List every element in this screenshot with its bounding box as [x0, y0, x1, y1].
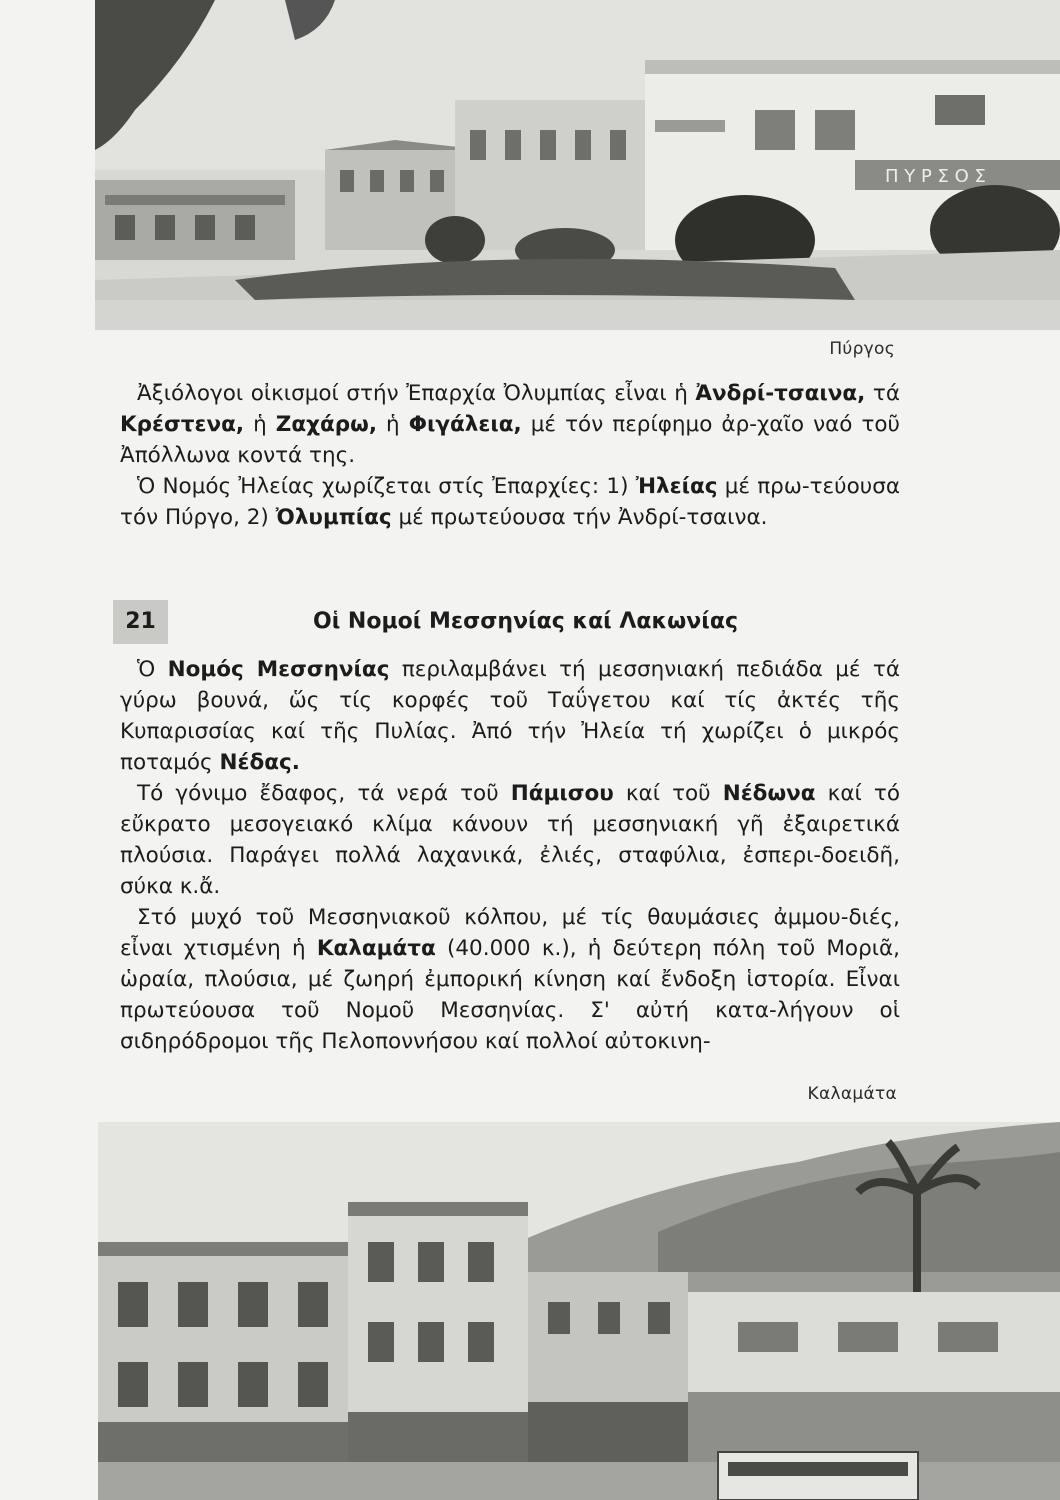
kalamata-photo-drawing: [98, 1122, 1060, 1500]
bold-town-figaleia: Φιγάλεια,: [408, 412, 522, 437]
section-title: Οἱ Νομοί Μεσσηνίας καί Λακωνίας: [313, 609, 739, 634]
pyrgos-caption: Πύργος: [829, 339, 895, 359]
text-run: ἡ: [244, 412, 276, 437]
text-run: καί τοῦ: [613, 781, 723, 806]
text-run: τά: [865, 381, 900, 406]
bold-town-krestena: Κρέστενα,: [120, 412, 245, 437]
bold-nedas: Νέδας.: [219, 750, 300, 775]
bold-district-ilia: Ἠλείας: [635, 474, 718, 499]
text-run: Ἀξιόλογοι οἰκισμοί στήν Ἐπαρχία Ὀλυμπίας εἶναι ἡ: [137, 381, 696, 406]
intro-text-block: [120, 378, 900, 533]
kalamata-photo: [98, 1122, 1060, 1500]
pyrgos-photo-drawing: [95, 0, 1060, 330]
section-text-block: [120, 654, 900, 1057]
section-number: 21: [113, 600, 168, 644]
text-run: μέ τόν περίφημο ἀρ-χαῖο ναό τοῦ Ἀπόλλωνα κοντά της.: [120, 412, 900, 468]
text-run: καί τό εὔκρατο μεσογειακό κλίμα κάνουν τή μεσσηνιακή γῆ ἐξαιρετικά πλούσια. Παράγει πολλά λαχανικά, ἐλιές, σταφύλια, ἐσπερι-δοειδῆ, σύκα κ.ἄ.: [120, 781, 900, 899]
text-run: (40.000 κ.), ἡ δεύτερη πόλη τοῦ Μοριᾶ, ὡραία, πλούσια, μέ ζωηρή ἐμπορική κίνηση καί ἔνδοξη ἱστορία. Εἶναι πρωτεύουσα τοῦ Νομοῦ Μεσσηνίας. Σ' αὐτή κατα-λήγουν οἱ σιδηρόδρομοι τῆς Πελοποννήσου καί πολλοί αὐτοκινη-: [120, 936, 900, 1054]
text-run: ἡ: [377, 412, 409, 437]
text-run: μέ πρω-τεύουσα τόν Πύργο, 2): [120, 474, 900, 530]
bold-district-olympia: Ὀλυμπίας: [275, 505, 392, 530]
bold-nedonas: Νέδωνα: [722, 781, 816, 806]
pyrgos-photo: [95, 0, 1060, 330]
text-run: περιλαμβάνει τή μεσσηνιακή πεδιάδα μέ τά γύρω βουνά, ὥς τίς κορφές τοῦ Ταΰγετου καί τίς ἀκτές τῆς Κυπαρισσίας καί τῆς Πυλίας. Ἀπό τήν Ἠλεία τή χωρίζει ὁ μικρός ποταμός: [120, 657, 900, 775]
text-run: μέ πρωτεύουσα τήν Ἀνδρί-τσαινα.: [391, 505, 768, 530]
bold-town-andritsaina: Ἀνδρί-τσαινα,: [695, 381, 866, 406]
section-header: [113, 600, 903, 644]
text-run: Ὁ: [137, 657, 168, 682]
bold-pamisos: Πάμισου: [510, 781, 614, 806]
bold-kalamata: Καλαμάτα: [316, 936, 436, 961]
bold-town-zacharo: Ζαχάρω,: [275, 412, 378, 437]
section-paragraph-1: [120, 654, 900, 778]
intro-paragraph-1: [120, 378, 900, 471]
bold-messinia: Νομός Μεσσηνίας: [167, 657, 390, 682]
text-run: Ὁ Νομός Ἠλείας χωρίζεται στίς Ἐπαρχίες: 1): [137, 474, 636, 499]
section-paragraph-2: [120, 778, 900, 902]
text-run: Τό γόνιμο ἔδαφος, τά νερά τοῦ: [137, 781, 511, 806]
shop-sign-text: Π Υ Ρ Σ Ο Σ: [885, 166, 986, 187]
text-run: Στό μυχό τοῦ Μεσσηνιακοῦ κόλπου, μέ τίς θαυμάσιες ἀμμου-διές, εἶναι χτισμένη ἡ: [120, 905, 900, 961]
intro-paragraph-2: [120, 471, 900, 533]
kalamata-caption: Καλαμάτα: [807, 1084, 897, 1104]
section-paragraph-3: [120, 902, 900, 1057]
